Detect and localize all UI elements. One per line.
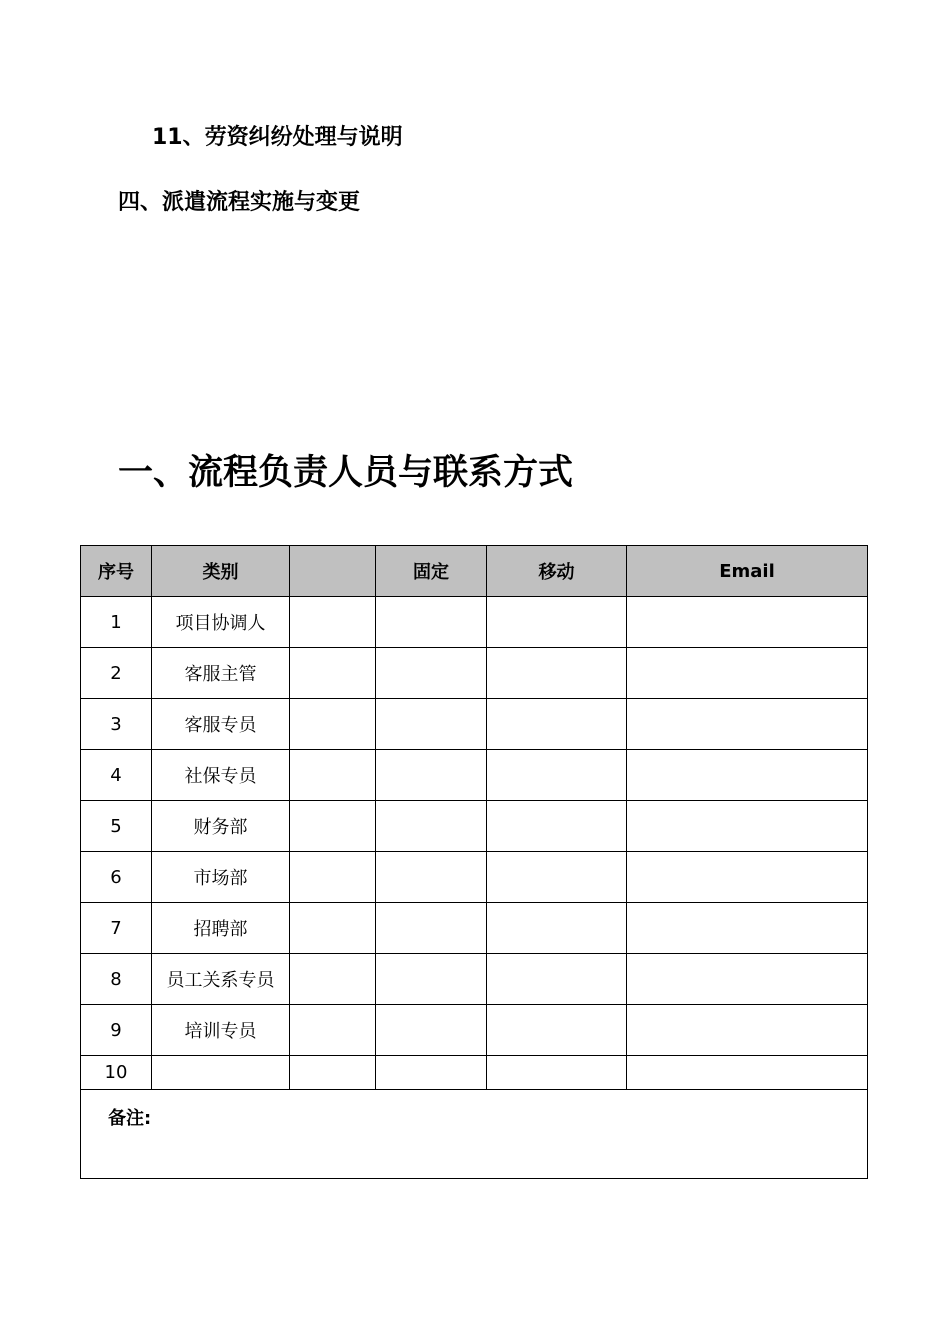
table-row <box>81 1005 868 1056</box>
row-name-cell <box>290 1005 376 1056</box>
table-row <box>81 597 868 648</box>
row-fixed-cell <box>376 903 487 954</box>
row-email-cell <box>627 699 868 750</box>
row-email-cell <box>627 903 868 954</box>
row-mobile-cell <box>487 699 627 750</box>
header-name <box>290 546 376 597</box>
row-fixed-cell <box>376 699 487 750</box>
row-no: 7 <box>81 903 152 954</box>
row-email-cell <box>627 597 868 648</box>
table-header-row <box>81 546 868 597</box>
row-email-cell <box>627 852 868 903</box>
row-no: 1 <box>81 597 152 648</box>
row-fixed-cell <box>376 597 487 648</box>
row-name-cell <box>290 597 376 648</box>
row-no: 8 <box>81 954 152 1005</box>
row-name-cell <box>290 699 376 750</box>
table-row <box>81 750 868 801</box>
row-category: 员工关系专员 <box>152 954 290 1005</box>
row-category: 项目协调人 <box>152 597 290 648</box>
row-category: 客服主管 <box>152 648 290 699</box>
row-email-cell <box>627 954 868 1005</box>
table-row <box>81 903 868 954</box>
row-email-cell <box>627 1005 868 1056</box>
table-row <box>81 852 868 903</box>
row-no: 3 <box>81 699 152 750</box>
row-mobile-cell <box>487 750 627 801</box>
row-email-cell <box>627 648 868 699</box>
row-name-cell <box>290 648 376 699</box>
row-fixed-cell <box>376 750 487 801</box>
toc-item-dispatch-process: 四、派遣流程实施与变更 <box>118 190 361 215</box>
table-row <box>81 954 868 1005</box>
row-mobile-cell <box>487 1056 627 1090</box>
header-mobile: 移动 <box>487 546 627 597</box>
remark-row <box>81 1090 868 1179</box>
row-category <box>152 1056 290 1090</box>
row-email-cell <box>627 801 868 852</box>
row-name-cell <box>290 903 376 954</box>
table-row <box>81 648 868 699</box>
row-fixed-cell <box>376 852 487 903</box>
table-row <box>81 699 868 750</box>
remark-label: 备注: <box>81 1090 868 1179</box>
row-fixed-cell <box>376 1005 487 1056</box>
row-category: 培训专员 <box>152 1005 290 1056</box>
row-fixed-cell <box>376 648 487 699</box>
row-email-cell <box>627 750 868 801</box>
row-mobile-cell <box>487 1005 627 1056</box>
row-name-cell <box>290 1056 376 1090</box>
row-email-cell <box>627 1056 868 1090</box>
header-fixed-phone: 固定 <box>376 546 487 597</box>
row-name-cell <box>290 750 376 801</box>
row-name-cell <box>290 852 376 903</box>
row-category: 客服专员 <box>152 699 290 750</box>
toc-item-labor-dispute: 11、劳资纠纷处理与说明 <box>152 125 403 150</box>
row-no: 2 <box>81 648 152 699</box>
table-row <box>81 801 868 852</box>
row-fixed-cell <box>376 801 487 852</box>
row-no: 5 <box>81 801 152 852</box>
row-no: 9 <box>81 1005 152 1056</box>
row-fixed-cell <box>376 954 487 1005</box>
row-mobile-cell <box>487 648 627 699</box>
row-name-cell <box>290 801 376 852</box>
row-mobile-cell <box>487 597 627 648</box>
row-category: 市场部 <box>152 852 290 903</box>
header-no: 序号 <box>81 546 152 597</box>
row-category: 财务部 <box>152 801 290 852</box>
section-title: 一、流程负责人员与联系方式 <box>118 453 574 493</box>
row-no: 6 <box>81 852 152 903</box>
row-mobile-cell <box>487 903 627 954</box>
row-fixed-cell <box>376 1056 487 1090</box>
contacts-table <box>80 545 868 1179</box>
row-category: 招聘部 <box>152 903 290 954</box>
table-row <box>81 1056 868 1090</box>
row-mobile-cell <box>487 954 627 1005</box>
row-category: 社保专员 <box>152 750 290 801</box>
row-name-cell <box>290 954 376 1005</box>
header-email: Email <box>627 546 868 597</box>
header-category: 类别 <box>152 546 290 597</box>
row-mobile-cell <box>487 801 627 852</box>
row-no: 10 <box>81 1056 152 1090</box>
row-no: 4 <box>81 750 152 801</box>
row-mobile-cell <box>487 852 627 903</box>
